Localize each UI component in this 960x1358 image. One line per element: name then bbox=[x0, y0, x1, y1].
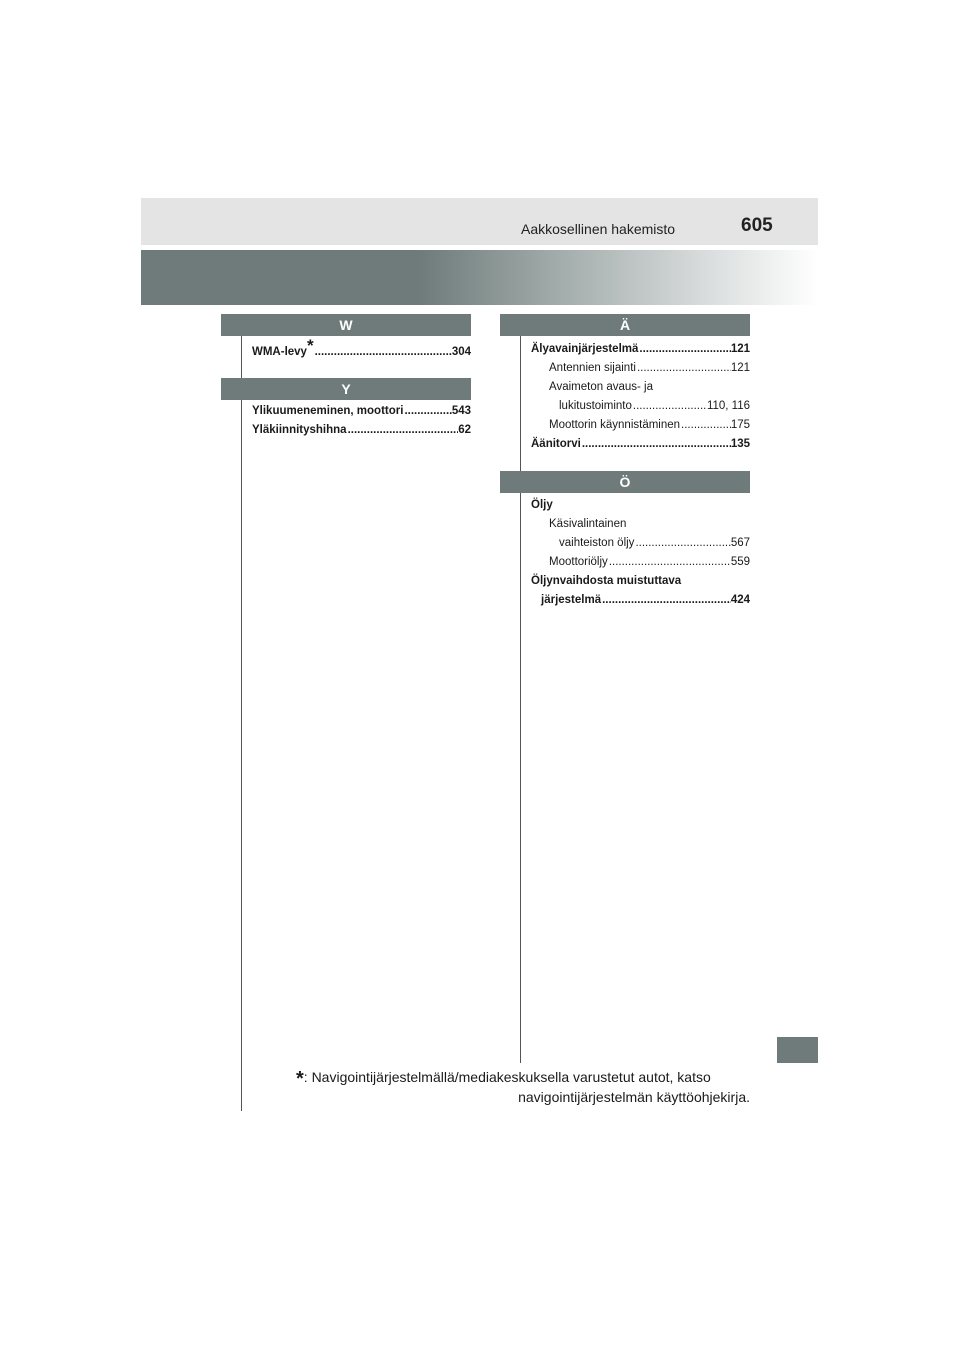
leader-dots bbox=[636, 359, 731, 378]
entry-page: 424 bbox=[730, 594, 750, 606]
leader-dots bbox=[581, 435, 731, 454]
index-entry bbox=[531, 591, 750, 610]
chapter-tab bbox=[777, 1037, 818, 1063]
entry-page: 543 bbox=[451, 405, 471, 417]
entry-page: 567 bbox=[730, 537, 750, 549]
entry-label: Äänitorvi bbox=[531, 438, 581, 450]
section-header-a-umlaut: Ä bbox=[500, 314, 750, 336]
section-header-w: W bbox=[221, 314, 471, 336]
leader-dots bbox=[347, 421, 459, 440]
section-w-entries bbox=[252, 336, 471, 362]
decorative-band bbox=[141, 250, 818, 305]
leader-dots bbox=[403, 402, 451, 421]
index-entry bbox=[531, 340, 750, 359]
entry-label: Moottorin käynnistäminen bbox=[549, 419, 681, 431]
leader-dots bbox=[601, 591, 731, 610]
leader-dots bbox=[314, 343, 452, 362]
footnote-star: * bbox=[296, 1068, 304, 1090]
index-subentry bbox=[531, 416, 750, 435]
footnote bbox=[296, 1066, 750, 1107]
leader-dots bbox=[608, 553, 731, 572]
entry-label: Antennien sijainti bbox=[549, 362, 636, 374]
column-divider-left bbox=[241, 333, 242, 1111]
page-title: Aakkosellinen hakemisto bbox=[521, 221, 676, 237]
section-y-entries bbox=[252, 402, 471, 440]
entry-label-line: Avaimeton avaus- ja bbox=[549, 381, 653, 393]
column-divider-middle bbox=[520, 333, 521, 1063]
index-entry bbox=[252, 402, 471, 421]
index-entry bbox=[252, 421, 471, 440]
entry-label: WMA-levy bbox=[252, 346, 307, 358]
footnote-line-1 bbox=[296, 1066, 750, 1090]
index-entry bbox=[252, 336, 471, 362]
entry-page: 121 bbox=[730, 362, 750, 374]
footnote-text-1: : Navigointijärjestelmällä/mediakeskuksella varustetut autot, katso bbox=[303, 1069, 711, 1085]
section-header-o-umlaut: Ö bbox=[500, 471, 750, 493]
footnote-text-2: navigointijärjestelmän käyttöohjekirja. bbox=[518, 1089, 750, 1105]
index-subentry bbox=[531, 553, 750, 572]
index-subentry bbox=[531, 397, 750, 416]
leader-dots bbox=[680, 416, 731, 435]
section-a-umlaut-entries bbox=[531, 340, 750, 454]
section-header-y: Y bbox=[221, 378, 471, 400]
entry-label-line: Öljynvaihdosta muistuttava bbox=[531, 575, 682, 587]
entry-label: vaihteiston öljy bbox=[559, 537, 635, 549]
entry-page: 135 bbox=[730, 438, 750, 450]
entry-page: 110, 116 bbox=[706, 400, 750, 412]
leader-dots bbox=[632, 397, 707, 416]
entry-page: 62 bbox=[458, 424, 471, 436]
entry-label: Yläkiinnityshihna bbox=[252, 424, 347, 436]
entry-label: järjestelmä bbox=[541, 594, 602, 606]
index-entry: Öljy bbox=[531, 499, 553, 511]
entry-page: 121 bbox=[730, 343, 750, 355]
leader-dots bbox=[638, 340, 730, 359]
header-bar bbox=[141, 198, 818, 245]
entry-page: 559 bbox=[730, 556, 750, 568]
entry-page: 175 bbox=[730, 419, 750, 431]
entry-page: 304 bbox=[451, 346, 471, 358]
page-number: 605 bbox=[741, 215, 773, 236]
entry-label: Ylikuumeneminen, moottori bbox=[252, 405, 404, 417]
section-o-umlaut-entries bbox=[531, 496, 750, 610]
entry-label: Älyavainjärjestelmä bbox=[531, 343, 639, 355]
entry-label-line: Käsivalintainen bbox=[549, 518, 627, 530]
entry-label: lukitustoiminto bbox=[559, 400, 632, 412]
leader-dots bbox=[634, 534, 730, 553]
entry-label: Moottoriöljy bbox=[549, 556, 608, 568]
index-subentry bbox=[531, 534, 750, 553]
footnote-star: * bbox=[306, 336, 314, 355]
index-subentry bbox=[531, 359, 750, 378]
index-entry bbox=[531, 435, 750, 454]
